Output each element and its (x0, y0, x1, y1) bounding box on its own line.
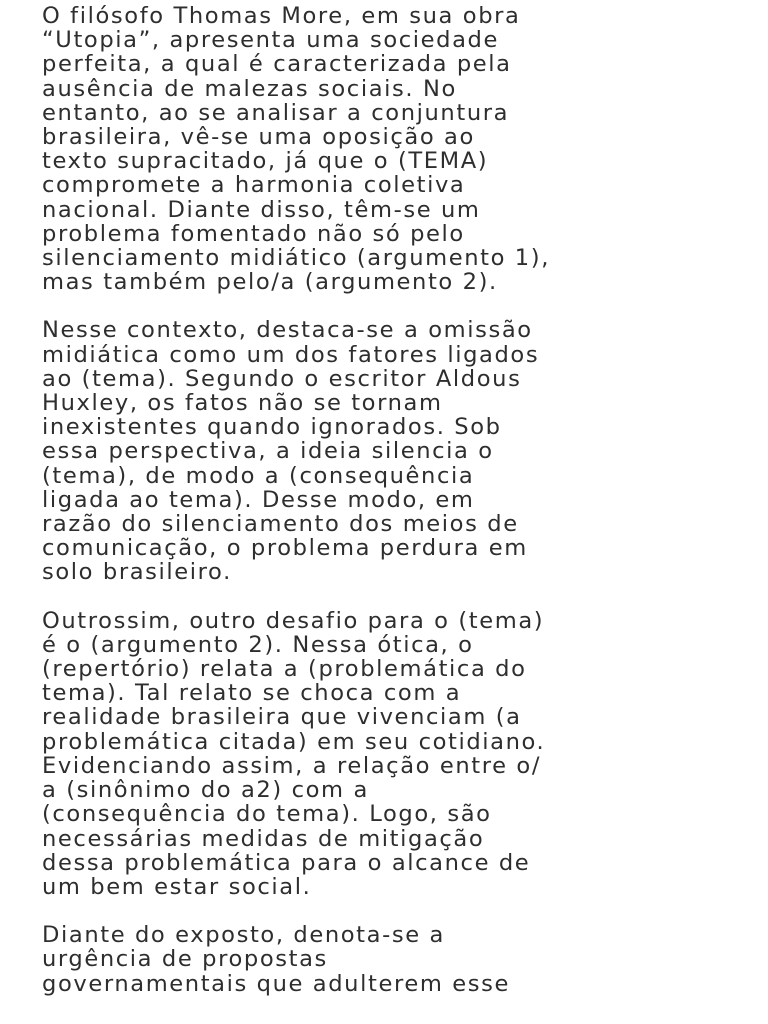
text-line: silenciamento midiático (argumento 1), (42, 245, 550, 272)
paragraph-development-1 (42, 318, 768, 584)
text-line: ausência de malezas sociais. No (42, 75, 457, 102)
text-line: dessa problemática para o alcance de (42, 849, 531, 876)
text-line: Outrossim, outro desafio para o (tema) (42, 607, 545, 634)
text-line: problema fomentado não só pelo (42, 220, 465, 247)
text-line: realidade brasileira que vivenciam (a (42, 704, 522, 731)
text-line: brasileira, vê-se uma oposição ao (42, 124, 475, 151)
text-line: Diante do exposto, denota-se a (42, 922, 445, 949)
paragraph-conclusion (42, 923, 768, 996)
text-line: (consequência do tema). Logo, são (42, 801, 492, 828)
paragraph-introduction (42, 4, 768, 294)
text-line: ligada ao tema). Desse modo, em (42, 486, 475, 513)
text-line: comunicação, o problema perdura em (42, 535, 528, 562)
text-line: entanto, ao se analisar a conjuntura (42, 99, 510, 126)
text-line: “Utopia”, apresenta uma sociedade (42, 27, 499, 54)
text-line: um bem estar social. (42, 873, 312, 900)
text-line: compromete a harmonia coletiva (42, 172, 466, 199)
text-line: Evidenciando assim, a relação entre o/ (42, 752, 542, 779)
text-line: necessárias medidas de mitigação (42, 825, 485, 852)
text-line: razão do silenciamento dos meios de (42, 511, 519, 538)
text-line: urgência de propostas (42, 946, 328, 973)
text-line: Huxley, os fatos não se tornam (42, 390, 443, 417)
text-line: ao (tema). Segundo o escritor Aldous (42, 365, 522, 392)
text-line: tema). Tal relato se choca com a (42, 680, 462, 707)
text-line: nacional. Diante disso, têm-se um (42, 196, 481, 223)
text-line: problemática citada) em seu cotidiano. (42, 728, 546, 755)
text-line: texto supracitado, já que o (TEMA) (42, 148, 489, 175)
text-line: Nesse contexto, destaca-se a omissão (42, 317, 533, 344)
paragraph-development-2 (42, 609, 768, 899)
text-line: essa perspectiva, a ideia silencia o (42, 438, 494, 465)
text-line: perfeita, a qual é caracterizada pela (42, 51, 512, 78)
text-line: (repertório) relata a (problemática do (42, 656, 527, 683)
text-line: inexistentes quando ignorados. Sob (42, 414, 502, 441)
text-line: mas também pelo/a (argumento 2). (42, 269, 498, 296)
text-line: O filósofo Thomas More, em sua obra (42, 3, 521, 29)
text-line: (tema), de modo a (consequência (42, 462, 475, 489)
text-line: governamentais que adulterem esse (42, 970, 510, 997)
text-line: a (sinônimo do a2) com a (42, 777, 369, 804)
text-line: midiática como um dos fatores ligados (42, 341, 540, 368)
text-line: é o (argumento 2). Nessa ótica, o (42, 631, 474, 658)
text-line: solo brasileiro. (42, 559, 232, 586)
